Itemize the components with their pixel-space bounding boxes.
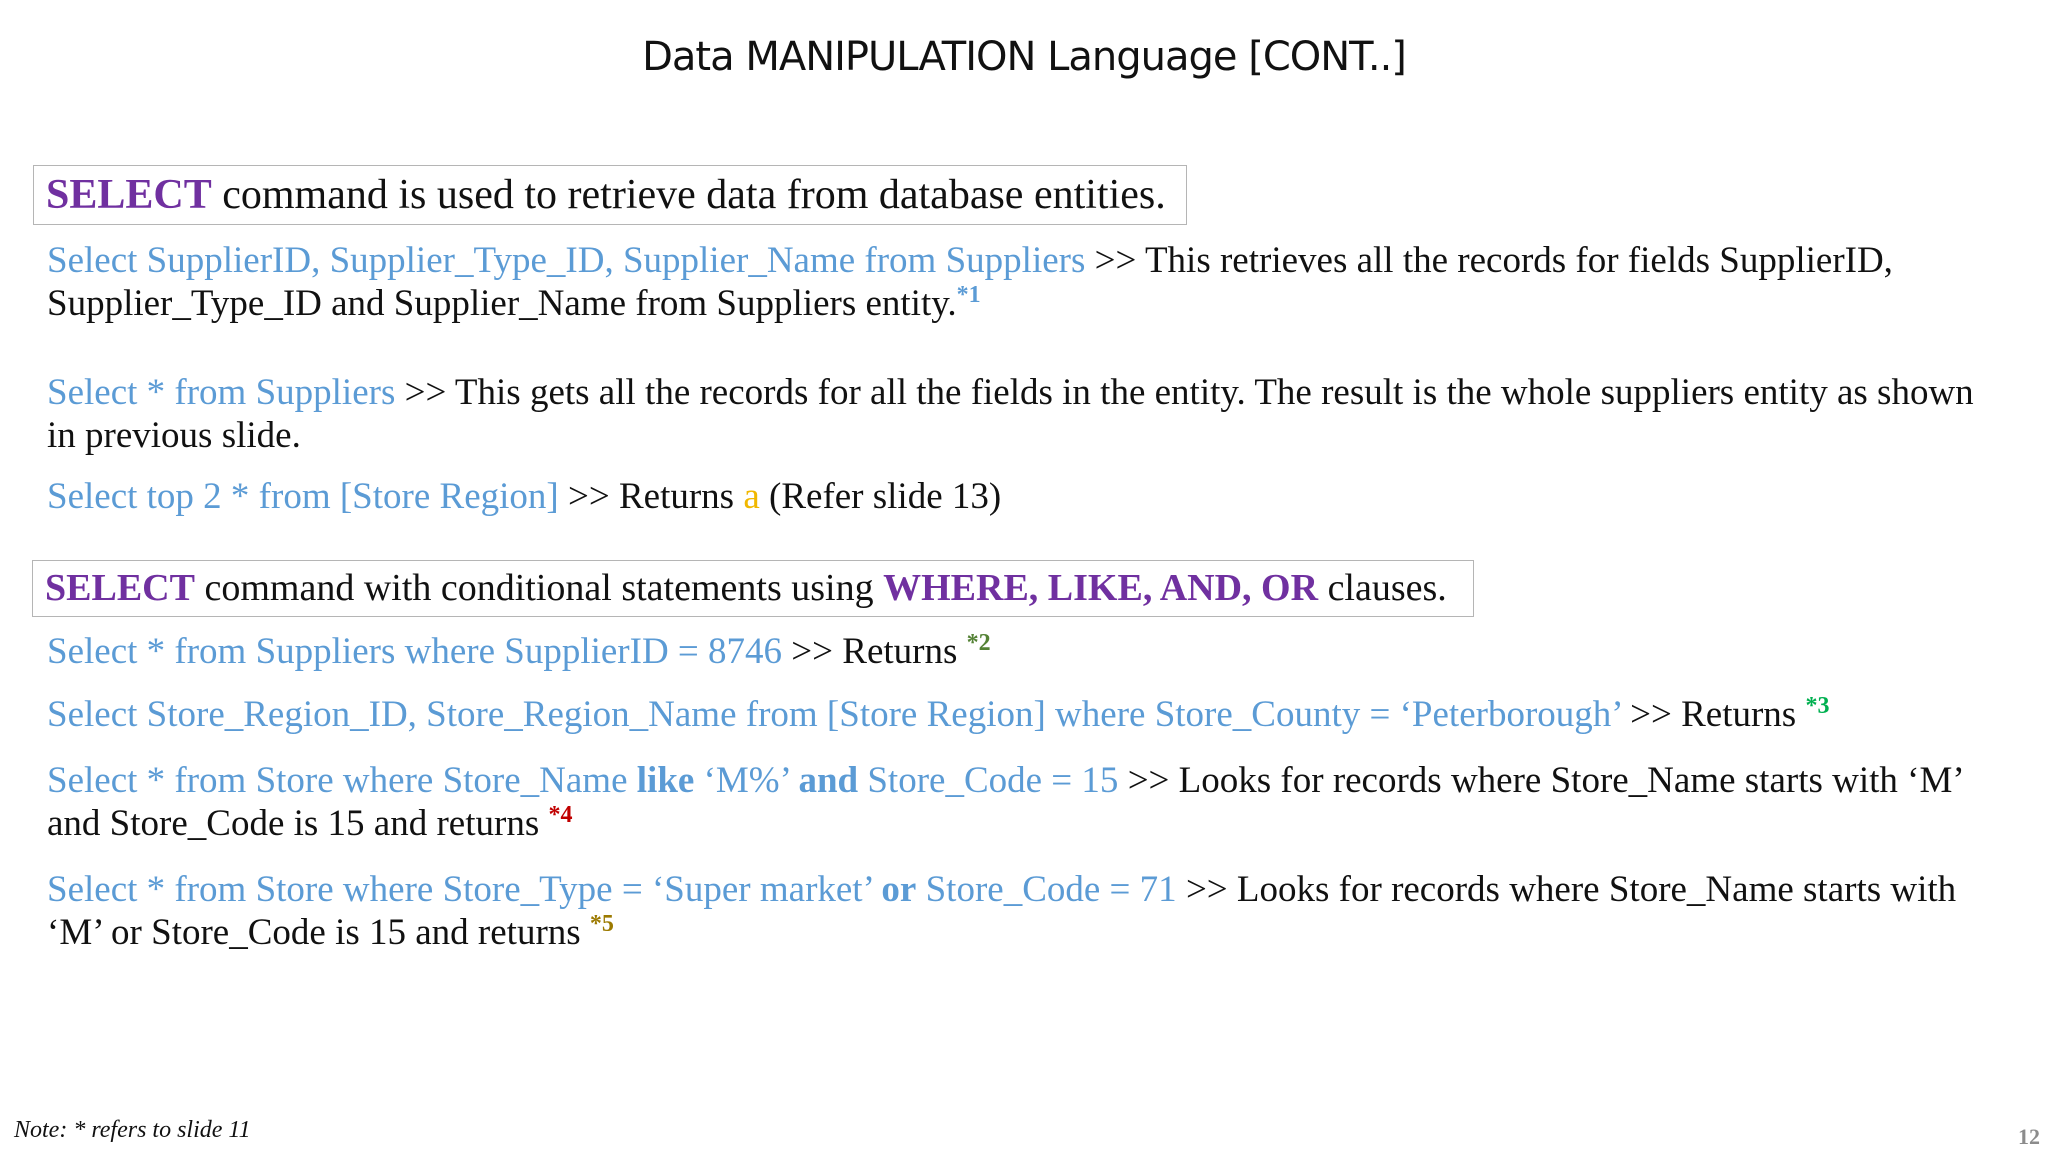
sql-condition: Store_Code = 71 [916, 869, 1177, 910]
select-intro-box [33, 165, 1187, 225]
clause-keywords: WHERE, LIKE, AND, OR [883, 567, 1319, 609]
like-keyword: like [636, 760, 695, 801]
select-keyword: SELECT [45, 567, 195, 609]
explanation-text: >> Looks for records where Store_Name starts with ‘M’ and Store_Code is 15 and returns [47, 760, 1962, 844]
slide-title: Data MANIPULATION Language [CONT..] [642, 34, 1406, 80]
select-conditional-box [32, 560, 1474, 617]
conditional-intro-text: command with conditional statements using [194, 567, 884, 609]
sql-statement: Select SupplierID, Supplier_Type_ID, Supplier_Name from Suppliers [47, 240, 1086, 281]
select-keyword: SELECT [46, 172, 212, 218]
example-select-fields [47, 239, 1997, 325]
reference-marker: *3 [1805, 693, 1830, 719]
explanation-text-tail: (Refer slide 13) [759, 476, 1002, 517]
sql-statement: Select * from Store where Store_Type = ‘Super market’ [47, 869, 882, 910]
explanation-text: >> Looks for records where Store_Name starts with ‘M’ or Store_Code is 15 and returns [47, 869, 1957, 953]
example-select-all [47, 371, 1997, 457]
explanation-text: >> Returns [782, 631, 967, 672]
reference-marker: *5 [589, 911, 614, 937]
page-number: 12 [2018, 1124, 2040, 1149]
sql-statement: Select * from Suppliers [47, 372, 396, 413]
footnote: Note: * refers to slide 11 [14, 1117, 251, 1143]
sql-condition: Store_Code = 15 [858, 760, 1119, 801]
example-where-string [47, 693, 1997, 736]
sql-statement: Select top 2 * from [Store Region] [47, 476, 559, 517]
conditional-intro-tail: clauses. [1318, 567, 1447, 609]
reference-marker: *4 [548, 802, 573, 828]
example-or [47, 868, 1997, 954]
example-like-and [47, 759, 1997, 845]
select-intro-text: command is used to retrieve data from database entities. [211, 172, 1166, 218]
reference-marker: *2 [966, 630, 991, 656]
sql-statement: Select * from Suppliers where SupplierID = 8746 [47, 631, 783, 672]
sql-statement: Select Store_Region_ID, Store_Region_Name from [Store Region] where Store_County = ‘Peterborough’ [47, 694, 1621, 735]
sql-statement: Select * from Store where Store_Name [47, 760, 637, 801]
explanation-text: >> This retrieves all the records for fields SupplierID, Supplier_Type_ID and Supplier_Name from Suppliers entity. [47, 240, 1893, 324]
example-select-top [47, 475, 1997, 518]
reference-marker: *1 [956, 282, 981, 308]
or-keyword: or [881, 869, 917, 910]
explanation-text: >> This gets all the records for all the fields in the entity. The result is the whole suppliers entity as shown in previous slide. [47, 372, 1974, 456]
example-where [47, 630, 1997, 673]
sql-pattern: ‘M%’ [694, 760, 799, 801]
and-keyword: and [798, 760, 859, 801]
highlight-letter: a [743, 476, 760, 517]
explanation-text: >> Returns [1620, 694, 1806, 735]
explanation-text: >> Returns [558, 476, 744, 517]
